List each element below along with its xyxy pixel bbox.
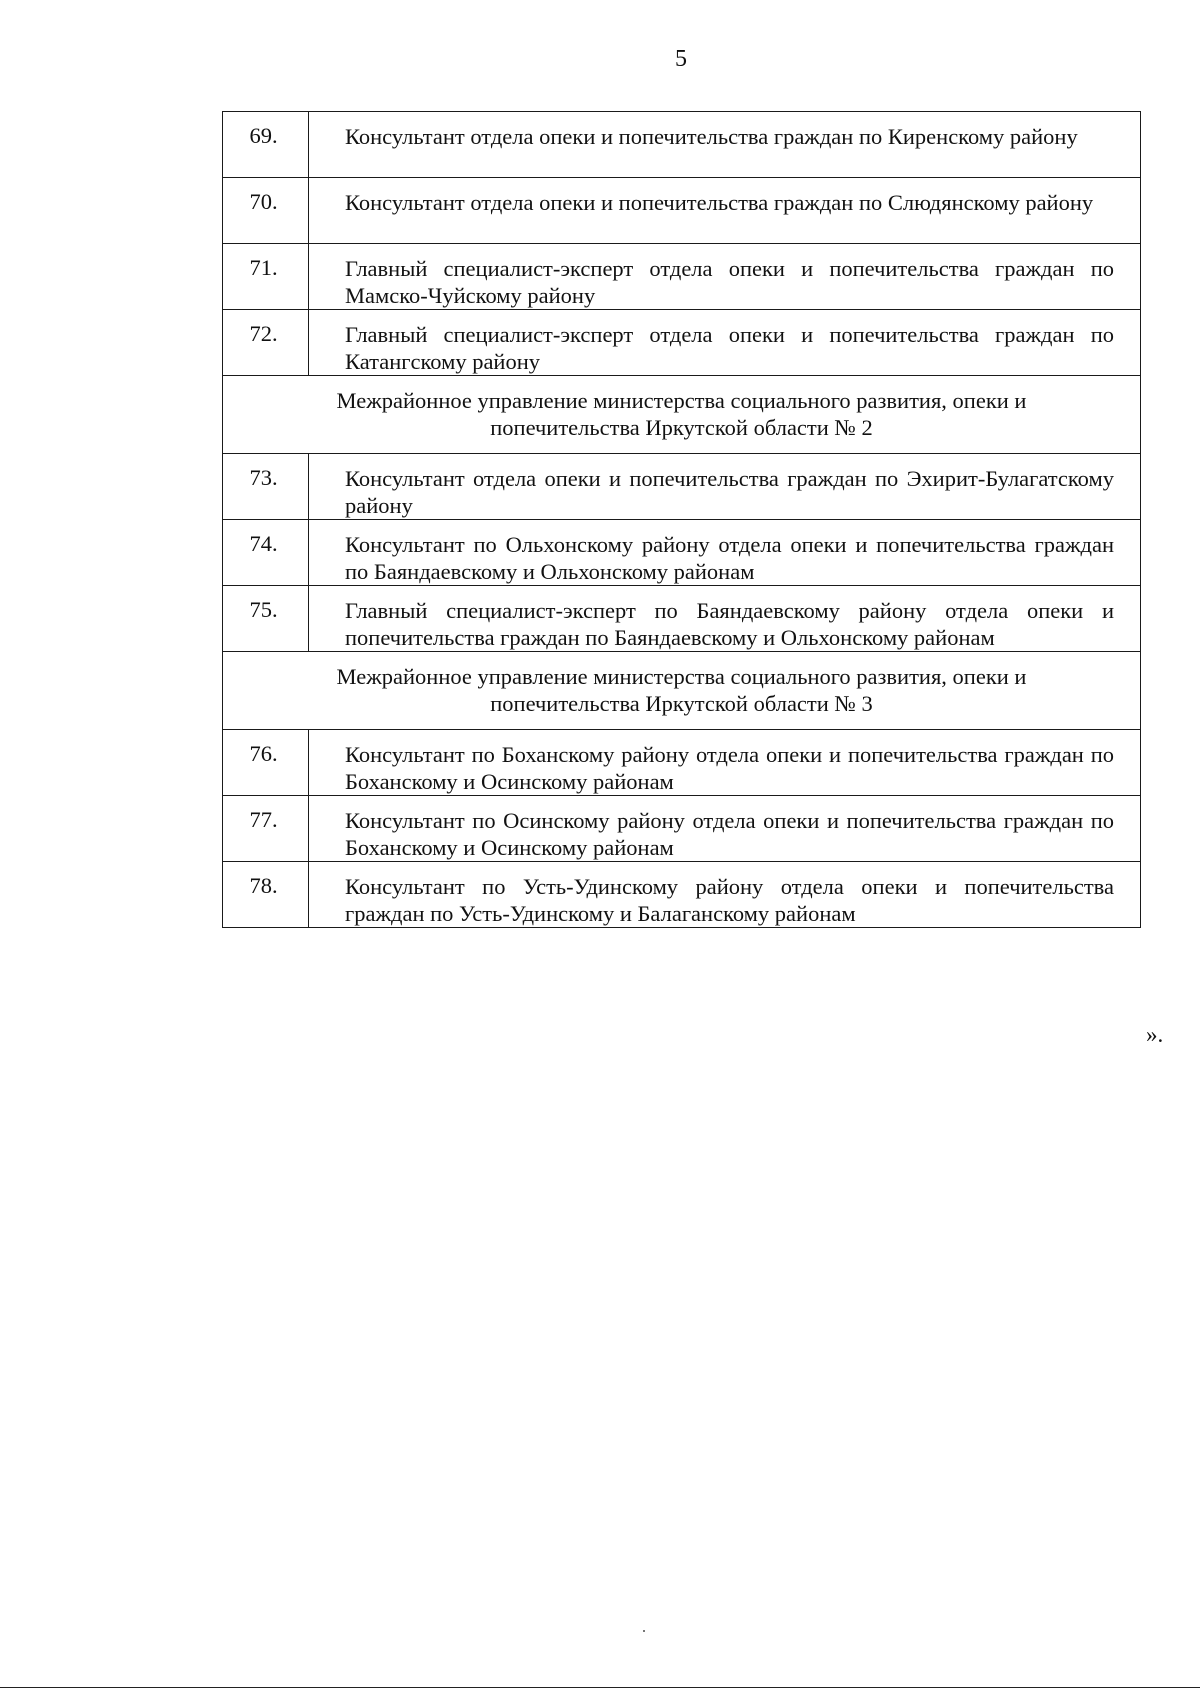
positions-table-body <box>223 112 1141 928</box>
bottom-rule <box>0 1687 1200 1688</box>
table-row <box>223 244 1141 310</box>
section-header-row <box>223 376 1141 454</box>
position-title: Консультант отдела опеки и попечительства граждан по Слюдянскому району <box>309 178 1141 244</box>
row-number: 76. <box>223 730 309 796</box>
position-title: Главный специалист-эксперт отдела опеки и попечительства граждан по Катангскому району <box>309 310 1141 376</box>
table-row <box>223 112 1141 178</box>
position-title: Главный специалист-эксперт отдела опеки и попечительства граждан по Мамско-Чуйскому району <box>309 244 1141 310</box>
position-title: Консультант по Боханскому району отдела опеки и попечительства граждан по Боханскому и Осинскому районам <box>309 730 1141 796</box>
table-row <box>223 730 1141 796</box>
row-number: 77. <box>223 796 309 862</box>
section-header-text: Межрайонное управление министерства социального развития, опеки и попечительства Иркутской области № 3 <box>223 652 1141 730</box>
row-number: 78. <box>223 862 309 928</box>
table-row <box>223 178 1141 244</box>
table-row <box>223 310 1141 376</box>
position-title: Главный специалист-эксперт по Баяндаевскому району отдела опеки и попечительства граждан по Баяндаевскому и Ольхонскому районам <box>309 586 1141 652</box>
table-row <box>223 454 1141 520</box>
row-number: 70. <box>223 178 309 244</box>
row-number: 69. <box>223 112 309 178</box>
table-row <box>223 796 1141 862</box>
positions-table <box>222 111 1141 928</box>
position-title: Консультант по Усть-Удинскому району отдела опеки и попечительства граждан по Усть-Удинскому и Балаганскому районам <box>309 862 1141 928</box>
page-number: 5 <box>675 46 687 72</box>
row-number: 71. <box>223 244 309 310</box>
section-header-row <box>223 652 1141 730</box>
row-number: 73. <box>223 454 309 520</box>
position-title: Консультант по Ольхонскому району отдела опеки и попечительства граждан по Баяндаевскому и Ольхонскому районам <box>309 520 1141 586</box>
row-number: 72. <box>223 310 309 376</box>
row-number: 74. <box>223 520 309 586</box>
table-row <box>223 586 1141 652</box>
section-header-text: Межрайонное управление министерства социального развития, опеки и попечительства Иркутской области № 2 <box>223 376 1141 454</box>
closing-quote-mark: ». <box>1146 1022 1164 1047</box>
scan-speck <box>643 1630 645 1632</box>
position-title: Консультант по Осинскому району отдела опеки и попечительства граждан по Боханскому и Осинскому районам <box>309 796 1141 862</box>
table-row <box>223 520 1141 586</box>
table-row <box>223 862 1141 928</box>
row-number: 75. <box>223 586 309 652</box>
position-title: Консультант отдела опеки и попечительства граждан по Киренскому району <box>309 112 1141 178</box>
position-title: Консультант отдела опеки и попечительства граждан по Эхирит-Булагатскому району <box>309 454 1141 520</box>
